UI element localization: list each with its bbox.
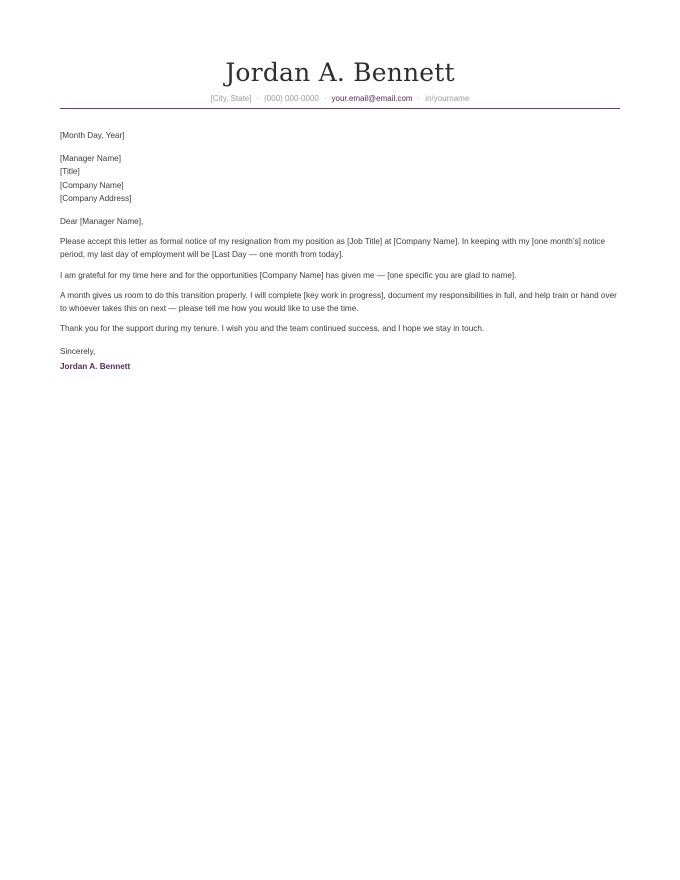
body-paragraph: Please accept this letter as formal notice of my resignation from my position as [Job Title] at [Company Name]. In keeping with my [one month’s] notice period, my last day of employment will be [Last Day — one month from today]. bbox=[60, 237, 606, 260]
contact-separator: · bbox=[417, 94, 421, 103]
letter-header bbox=[60, 58, 620, 105]
contact-separator: · bbox=[323, 94, 327, 103]
body-paragraph: Thank you for the support during my tenure. I wish you and the team continued success, and I hope we stay in touch. bbox=[60, 324, 485, 334]
contact-email[interactable]: your.email@email.com bbox=[331, 94, 413, 103]
contact-linkedin[interactable]: in/yourname bbox=[425, 94, 470, 103]
recipient-company-address: [Company Address] bbox=[60, 193, 132, 203]
letter-date: [Month Day, Year] bbox=[60, 131, 125, 140]
recipient-company-name: [Company Name] bbox=[60, 180, 124, 190]
header-divider bbox=[60, 108, 620, 109]
salutation: Dear [Manager Name], bbox=[60, 217, 144, 227]
sender-name: Jordan A. Bennett bbox=[225, 58, 455, 87]
recipient-title: [Title] bbox=[60, 167, 80, 177]
recipient-manager-name: [Manager Name] bbox=[60, 154, 121, 164]
recipient-block bbox=[60, 152, 620, 205]
contact-phone: (000) 000-0000 bbox=[264, 94, 319, 103]
signature-name: Jordan A. Bennett bbox=[60, 361, 131, 371]
contact-separator: · bbox=[256, 94, 260, 103]
contact-line bbox=[60, 93, 620, 105]
body-paragraph: I am grateful for my time here and for the opportunities [Company Name] has given me — [one specific you are glad to name]. bbox=[60, 270, 517, 280]
letter-body bbox=[60, 129, 620, 373]
contact-location: [City, State] bbox=[210, 94, 252, 103]
body-paragraph: A month gives us room to do this transition properly. I will complete [key work in progress], document my responsibilities in full, and help train or hand over to whoever takes this on next — please tell me how you would like to use the time. bbox=[60, 290, 617, 314]
closing: Sincerely, bbox=[60, 347, 96, 357]
